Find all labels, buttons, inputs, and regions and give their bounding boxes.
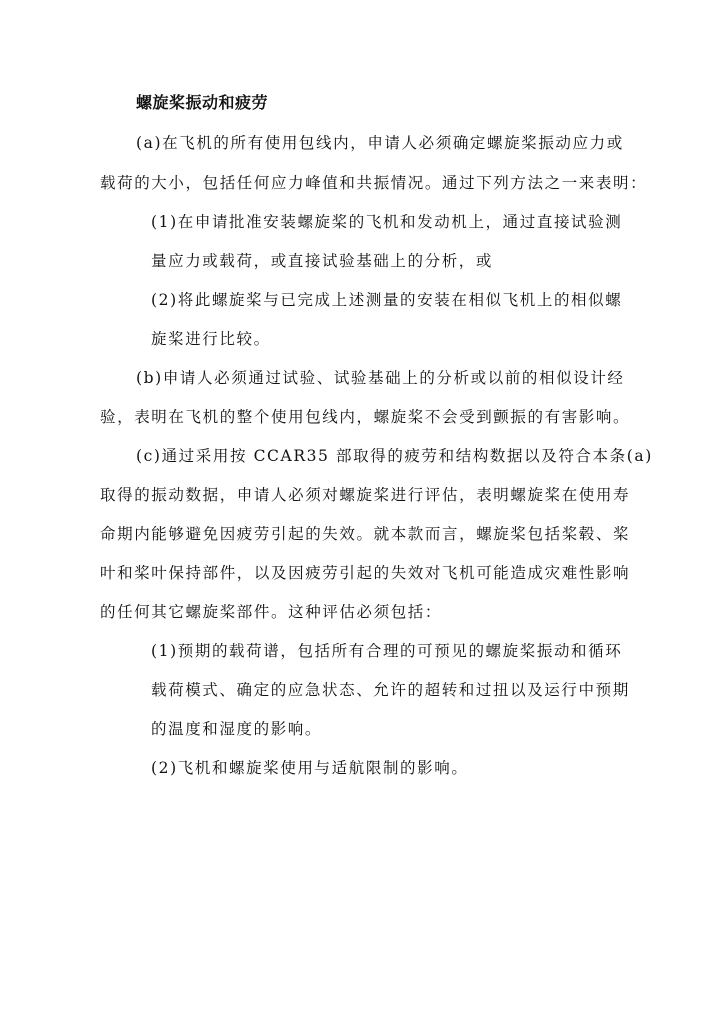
item-a1-line-2: 量应力或载荷，或直接试验基础上的分析，或 — [151, 252, 494, 270]
paragraph-b-line-2: 验，表明在飞机的整个使用包线内，螺旋桨不会受到颤振的有害影响。 — [100, 408, 631, 426]
item-c1-line-2: 载荷模式、确定的应急状态、允许的超转和过扭以及运行中预期 — [151, 681, 630, 699]
item-c2-line-1: (2)飞机和螺旋桨使用与适航限制的影响。 — [151, 759, 469, 777]
item-a2-line-2: 旋桨进行比较。 — [151, 330, 271, 348]
item-c1-line-3: 的温度和湿度的影响。 — [151, 720, 323, 738]
section-title: 螺旋桨振动和疲劳 — [136, 93, 269, 112]
paragraph-c-line-4: 叶和桨叶保持部件，以及因疲劳引起的失效对飞机可能造成灾难性影响 — [100, 564, 631, 582]
paragraph-a-line-2: 载荷的大小，包括任何应力峰值和共振情况。通过下列方法之一来表明： — [100, 174, 648, 192]
item-c1-line-1: (1)预期的载荷谱，包括所有合理的可预见的螺旋桨振动和循环 — [151, 642, 623, 660]
paragraph-b-line-1: (b)申请人必须通过试验、试验基础上的分析或以前的相似设计经 — [136, 369, 625, 387]
paragraph-c-line-5: 的任何其它螺旋桨部件。这种评估必须包括： — [100, 603, 443, 621]
item-a2-line-1: (2)将此螺旋桨与已完成上述测量的安装在相似飞机上的相似螺 — [151, 291, 623, 309]
item-a1-line-1: (1)在申请批准安装螺旋桨的飞机和发动机上，通过直接试验测 — [151, 213, 623, 231]
paragraph-a-line-1: (a)在飞机的所有使用包线内，申请人必须确定螺旋桨振动应力或 — [136, 134, 624, 152]
paragraph-c-line-1: (c)通过采用按 CCAR35 部取得的疲劳和结构数据以及符合本条(a) — [136, 447, 653, 465]
paragraph-c-line-2: 取得的振动数据，申请人必须对螺旋桨进行评估，表明螺旋桨在使用寿 — [100, 486, 631, 504]
paragraph-c-line-3: 命期内能够避免因疲劳引起的失效。就本款而言，螺旋桨包括桨毂、桨 — [100, 525, 631, 543]
